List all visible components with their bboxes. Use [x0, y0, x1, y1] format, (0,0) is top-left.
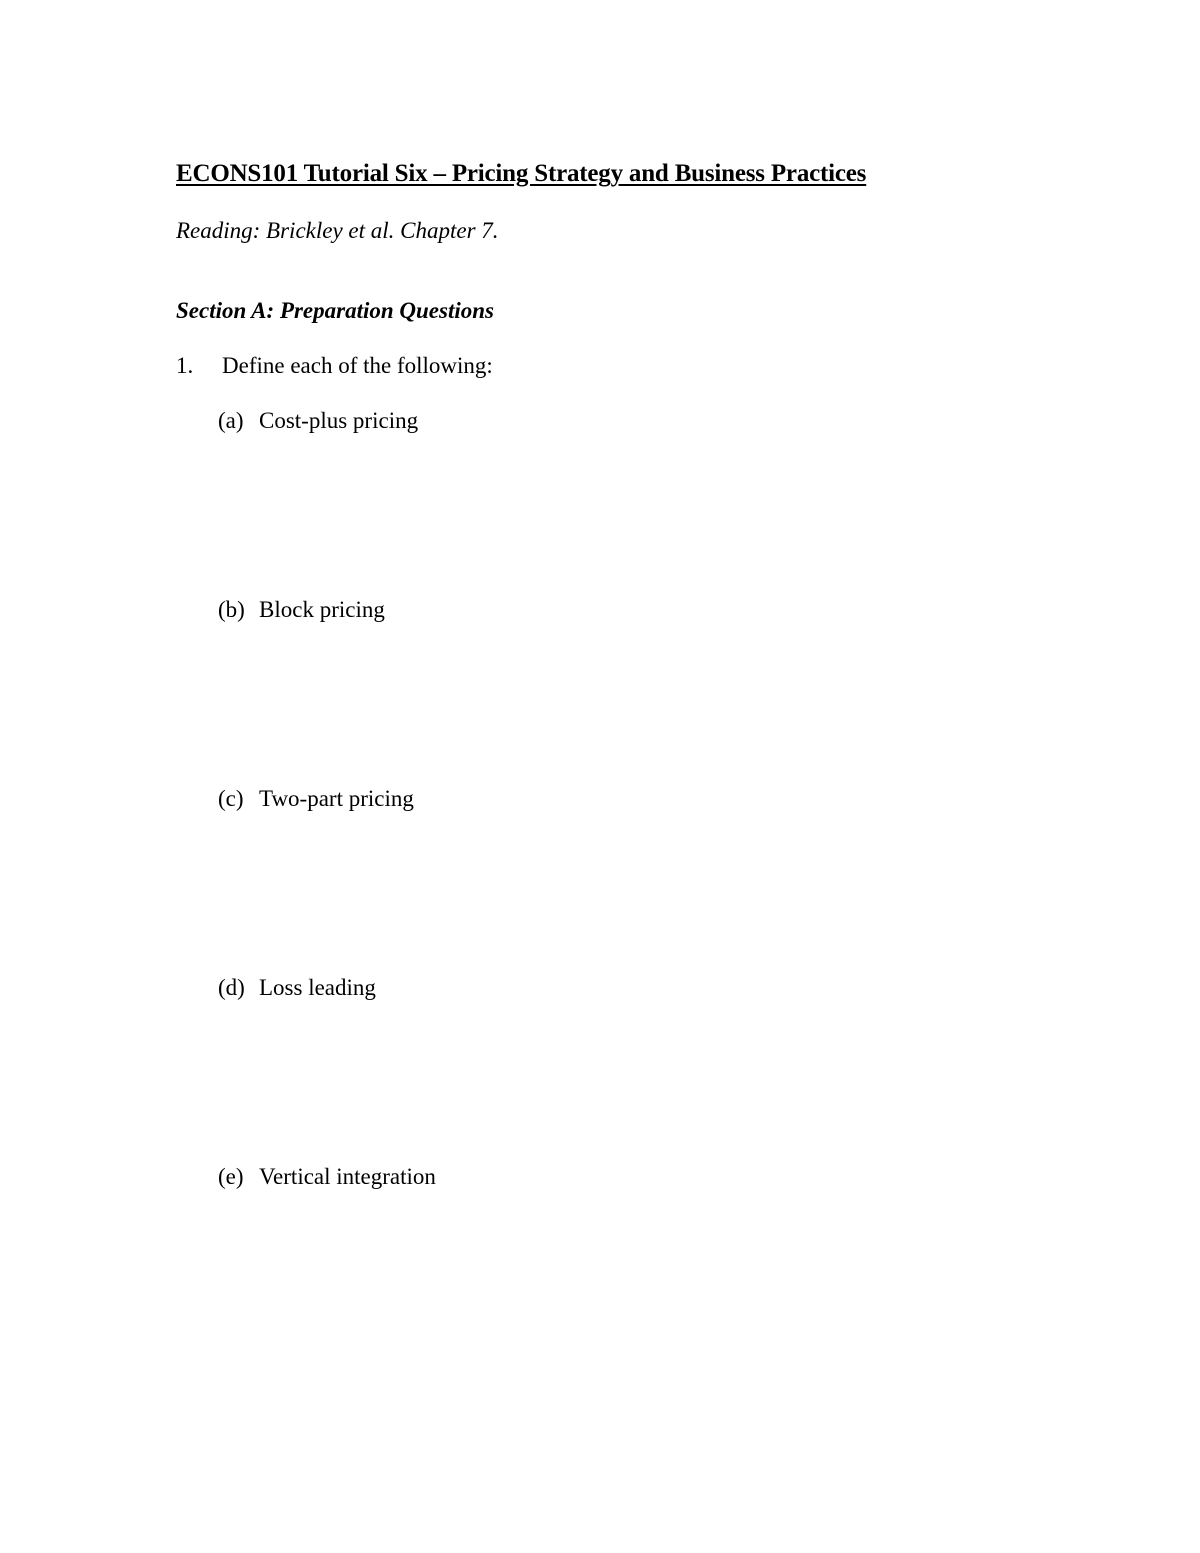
- question-item-a: [218, 408, 418, 434]
- item-text: Cost-plus pricing: [259, 408, 419, 433]
- item-letter: (d): [218, 975, 245, 1000]
- item-text: Loss leading: [259, 975, 376, 1000]
- question-text: Define each of the following:: [222, 353, 493, 378]
- section-heading: Section A: Preparation Questions: [176, 298, 494, 323]
- question-item-d: [218, 975, 376, 1001]
- item-letter: (a): [218, 408, 244, 433]
- question-item-c: [218, 786, 414, 812]
- item-text: Vertical integration: [259, 1164, 436, 1189]
- item-letter: (e): [218, 1164, 244, 1189]
- item-text: Block pricing: [259, 597, 385, 622]
- item-letter: (b): [218, 597, 245, 622]
- question-item-b: [218, 597, 385, 623]
- item-letter: (c): [218, 786, 244, 811]
- item-text: Two-part pricing: [259, 786, 414, 811]
- document-title: ECONS101 Tutorial Six – Pricing Strategy and Business Practices: [176, 160, 867, 187]
- question-number: 1.: [176, 353, 194, 378]
- reading-reference: Reading: Brickley et al. Chapter 7.: [176, 218, 499, 243]
- question-item-e: [218, 1164, 436, 1190]
